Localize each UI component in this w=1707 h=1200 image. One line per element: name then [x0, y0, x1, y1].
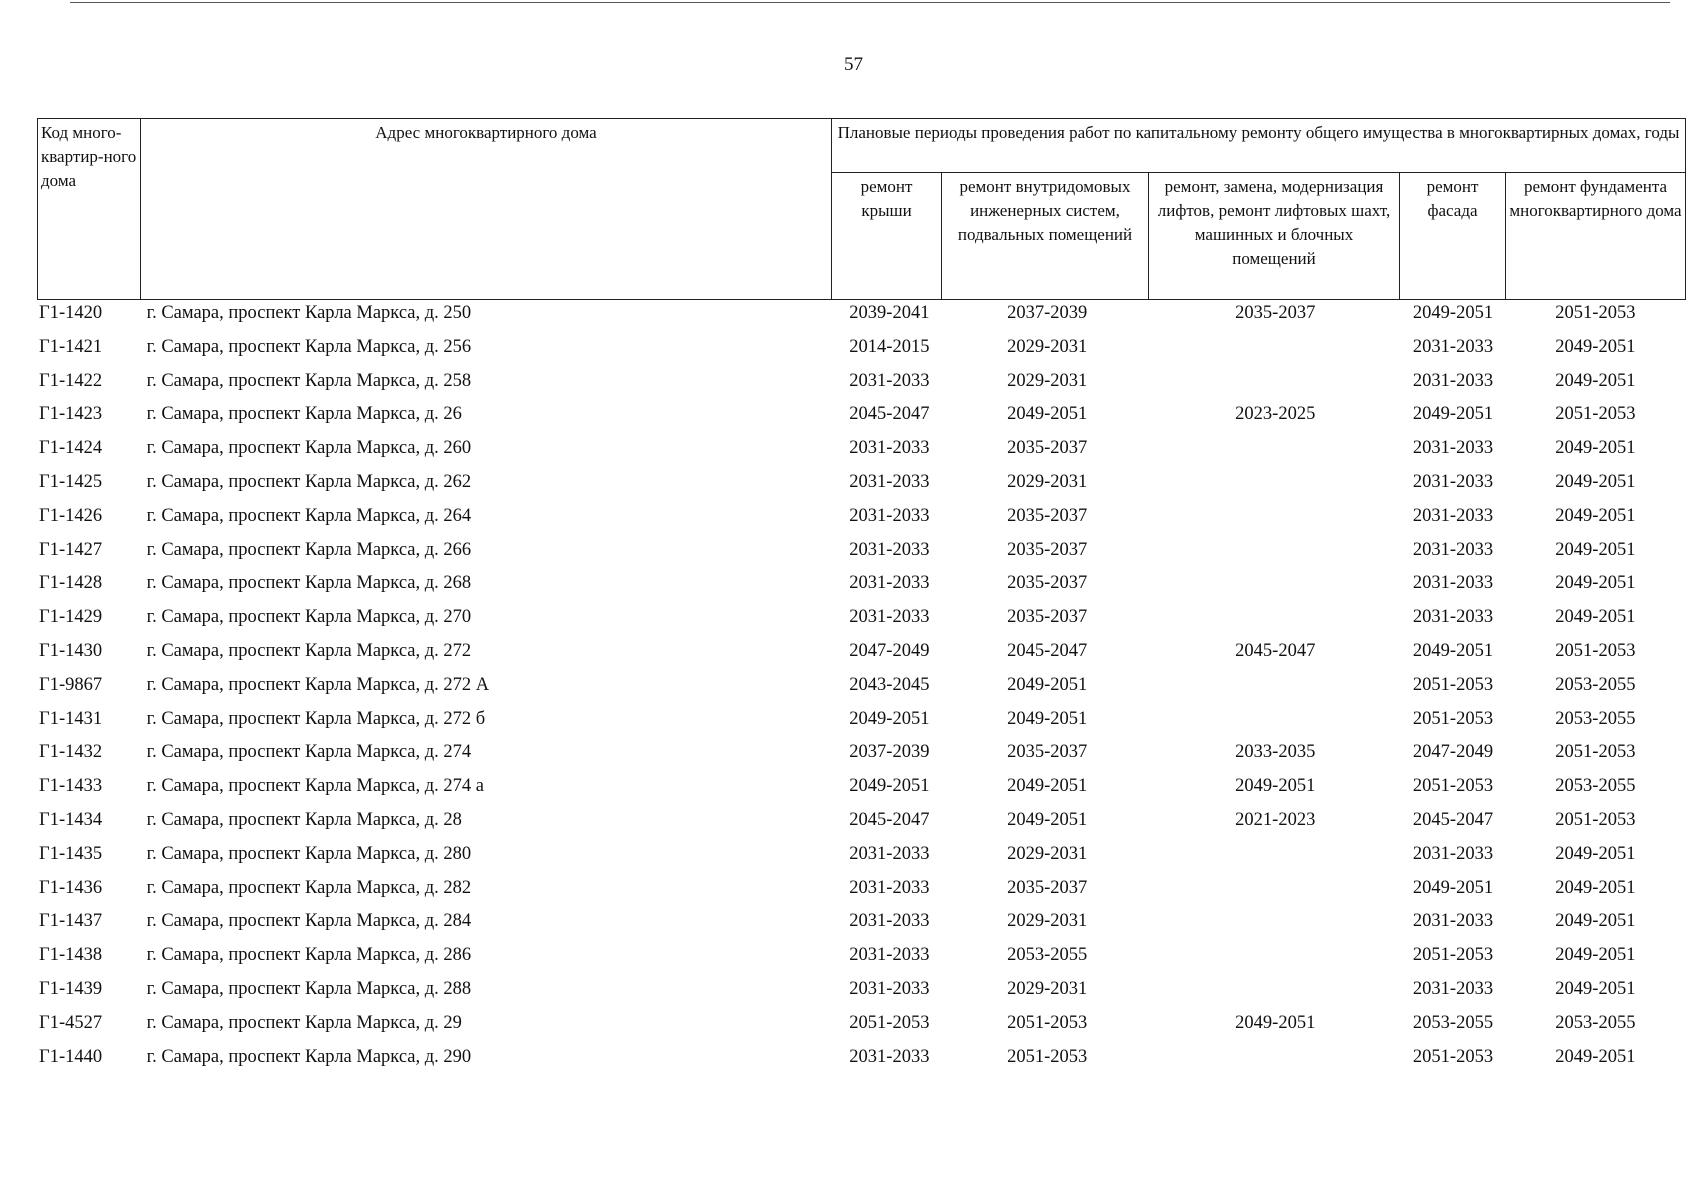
cell-facade: 2049-2051 [1412, 877, 1494, 898]
cell-roof: 2037-2039 [849, 742, 930, 763]
cell-roof: 2031-2033 [849, 573, 930, 594]
cell-facade: 2049-2051 [1412, 404, 1494, 425]
cell-address: г. Самара, проспект Карла Маркса, д. 272 [146, 640, 472, 661]
cell-foundation: 2051-2053 [1555, 303, 1636, 323]
cell-lifts: 2035-2037 [1235, 303, 1316, 323]
cell-facade: 2031-2033 [1412, 370, 1494, 391]
cell-foundation: 2049-2051 [1555, 1046, 1636, 1067]
cell-address: г. Самара, проспект Карла Маркса, д. 288 [146, 978, 472, 999]
cell-roof: 2043-2045 [849, 674, 930, 695]
cell-roof: 2031-2033 [849, 978, 930, 999]
cell-facade: 2051-2053 [1412, 708, 1494, 729]
table-body [37, 303, 1685, 1080]
cell-roof: 2031-2033 [849, 877, 930, 898]
cell-lifts: 2045-2047 [1235, 640, 1316, 661]
cell-roof: 2031-2033 [849, 607, 930, 628]
header-periods: Плановые периоды проведения работ по капитальному ремонту общего имущества в многоквартирных домах, годы [832, 119, 1686, 173]
cell-facade: 2031-2033 [1412, 607, 1494, 628]
cell-code: Г1-1420 [39, 303, 103, 323]
cell-foundation: 2051-2053 [1555, 640, 1636, 661]
cell-facade: 2053-2055 [1412, 1012, 1494, 1033]
cell-engineering: 2035-2037 [1007, 573, 1088, 594]
cell-foundation: 2049-2051 [1555, 607, 1636, 628]
header-address: Адрес многоквартирного дома [141, 119, 832, 300]
cell-address: г. Самара, проспект Карла Маркса, д. 260 [146, 438, 472, 459]
table-row [37, 573, 1685, 607]
cell-facade: 2031-2033 [1412, 843, 1494, 864]
cell-code: Г1-1438 [39, 945, 103, 966]
cell-engineering: 2035-2037 [1007, 607, 1088, 628]
cell-code: Г1-1432 [39, 742, 103, 763]
cell-engineering: 2029-2031 [1007, 471, 1088, 492]
table-row [37, 709, 1685, 743]
cell-facade: 2049-2051 [1412, 303, 1494, 323]
cell-code: Г1-1425 [39, 471, 103, 492]
cell-facade: 2051-2053 [1412, 1046, 1494, 1067]
cell-foundation: 2049-2051 [1555, 911, 1636, 932]
table-row [37, 506, 1685, 540]
cell-roof: 2031-2033 [849, 539, 930, 560]
cell-address: г. Самара, проспект Карла Маркса, д. 264 [146, 505, 472, 526]
cell-address: г. Самара, проспект Карла Маркса, д. 274 а [146, 776, 484, 797]
cell-roof: 2031-2033 [849, 505, 930, 526]
cell-engineering: 2049-2051 [1007, 776, 1088, 797]
cell-lifts: 2049-2051 [1235, 1012, 1316, 1033]
cell-roof: 2045-2047 [849, 809, 930, 830]
cell-engineering: 2049-2051 [1007, 809, 1088, 830]
cell-address: г. Самара, проспект Карла Маркса, д. 262 [146, 471, 472, 492]
cell-address: г. Самара, проспект Карла Маркса, д. 270 [146, 607, 472, 628]
cell-engineering: 2029-2031 [1007, 843, 1088, 864]
cell-roof: 2014-2015 [849, 336, 930, 357]
cell-roof: 2049-2051 [849, 708, 930, 729]
header-code: Код много-квартир-ного дома [38, 119, 141, 300]
cell-address: г. Самара, проспект Карла Маркса, д. 28 [146, 809, 462, 830]
cell-facade: 2031-2033 [1412, 573, 1494, 594]
cell-engineering: 2049-2051 [1007, 708, 1088, 729]
cell-lifts: 2033-2035 [1235, 742, 1316, 763]
cell-engineering: 2029-2031 [1007, 978, 1088, 999]
cell-engineering: 2053-2055 [1007, 945, 1088, 966]
table-row [37, 1047, 1685, 1081]
cell-engineering: 2051-2053 [1007, 1046, 1088, 1067]
cell-foundation: 2053-2055 [1555, 708, 1636, 729]
cell-facade: 2051-2053 [1412, 674, 1494, 695]
table-row [37, 675, 1685, 709]
table-row [37, 1013, 1685, 1047]
cell-facade: 2031-2033 [1412, 336, 1494, 357]
cell-address: г. Самара, проспект Карла Маркса, д. 250 [146, 303, 472, 323]
cell-engineering: 2037-2039 [1007, 303, 1088, 323]
cell-code: Г1-1431 [39, 708, 103, 729]
cell-foundation: 2051-2053 [1555, 404, 1636, 425]
cell-foundation: 2051-2053 [1555, 742, 1636, 763]
cell-engineering: 2035-2037 [1007, 742, 1088, 763]
cell-facade: 2031-2033 [1412, 505, 1494, 526]
cell-code: Г1-4527 [39, 1012, 103, 1033]
cell-code: Г1-1439 [39, 978, 103, 999]
cell-facade: 2031-2033 [1412, 539, 1494, 560]
cell-engineering: 2045-2047 [1007, 640, 1088, 661]
cell-facade: 2031-2033 [1412, 438, 1494, 459]
table-row [37, 607, 1685, 641]
cell-address: г. Самара, проспект Карла Маркса, д. 280 [146, 843, 472, 864]
cell-lifts: 2021-2023 [1235, 809, 1316, 830]
table-row [37, 337, 1685, 371]
cell-roof: 2031-2033 [849, 471, 930, 492]
cell-foundation: 2049-2051 [1555, 505, 1636, 526]
cell-roof: 2039-2041 [849, 303, 930, 323]
cell-foundation: 2053-2055 [1555, 776, 1636, 797]
header-lifts: ремонт, замена, модернизация лифтов, ремонт лифтовых шахт, машинных и блочных помещений [1149, 173, 1400, 300]
cell-foundation: 2049-2051 [1555, 573, 1636, 594]
cell-facade: 2047-2049 [1412, 742, 1494, 763]
cell-engineering: 2049-2051 [1007, 404, 1088, 425]
header-facade: ремонт фасада [1400, 173, 1506, 300]
cell-foundation: 2049-2051 [1555, 336, 1636, 357]
cell-address: г. Самара, проспект Карла Маркса, д. 26 [146, 404, 462, 425]
cell-roof: 2031-2033 [849, 843, 930, 864]
cell-address: г. Самара, проспект Карла Маркса, д. 272 А [146, 674, 490, 695]
cell-foundation: 2053-2055 [1555, 1012, 1636, 1033]
cell-facade: 2051-2053 [1412, 945, 1494, 966]
cell-roof: 2031-2033 [849, 1046, 930, 1067]
table-row [37, 979, 1685, 1013]
header-roof: ремонт крыши [832, 173, 942, 300]
cell-engineering: 2035-2037 [1007, 438, 1088, 459]
cell-lifts: 2049-2051 [1235, 776, 1316, 797]
table-row [37, 945, 1685, 979]
cell-code: Г1-1427 [39, 539, 103, 560]
cell-roof: 2031-2033 [849, 945, 930, 966]
cell-code: Г1-1429 [39, 607, 103, 628]
cell-engineering: 2035-2037 [1007, 505, 1088, 526]
cell-foundation: 2049-2051 [1555, 438, 1636, 459]
cell-facade: 2031-2033 [1412, 978, 1494, 999]
table-row [37, 404, 1685, 438]
cell-code: Г1-1422 [39, 370, 103, 391]
cell-code: Г1-1434 [39, 809, 103, 830]
cell-address: г. Самара, проспект Карла Маркса, д. 268 [146, 573, 472, 594]
table-row [37, 371, 1685, 405]
cell-foundation: 2049-2051 [1555, 471, 1636, 492]
table-row [37, 844, 1685, 878]
cell-roof: 2031-2033 [849, 911, 930, 932]
cell-foundation: 2049-2051 [1555, 978, 1636, 999]
cell-roof: 2047-2049 [849, 640, 930, 661]
table-header [37, 118, 1686, 300]
cell-facade: 2051-2053 [1412, 776, 1494, 797]
cell-code: Г1-1435 [39, 843, 103, 864]
cell-engineering: 2035-2037 [1007, 539, 1088, 560]
cell-foundation: 2049-2051 [1555, 370, 1636, 391]
cell-address: г. Самара, проспект Карла Маркса, д. 274 [146, 742, 472, 763]
cell-code: Г1-1424 [39, 438, 103, 459]
cell-lifts: 2023-2025 [1235, 404, 1316, 425]
cell-roof: 2051-2053 [849, 1012, 930, 1033]
table-row [37, 540, 1685, 574]
cell-engineering: 2029-2031 [1007, 911, 1088, 932]
table-row [37, 641, 1685, 675]
table-row [37, 776, 1685, 810]
cell-foundation: 2049-2051 [1555, 843, 1636, 864]
cell-code: Г1-1428 [39, 573, 103, 594]
cell-engineering: 2035-2037 [1007, 877, 1088, 898]
cell-facade: 2031-2033 [1412, 911, 1494, 932]
cell-foundation: 2049-2051 [1555, 945, 1636, 966]
table-row [37, 742, 1685, 776]
cell-roof: 2049-2051 [849, 776, 930, 797]
cell-facade: 2049-2051 [1412, 640, 1494, 661]
cell-code: Г1-1440 [39, 1046, 103, 1067]
top-rule [70, 2, 1670, 3]
cell-address: г. Самара, проспект Карла Маркса, д. 258 [146, 370, 472, 391]
cell-facade: 2031-2033 [1412, 471, 1494, 492]
cell-engineering: 2029-2031 [1007, 370, 1088, 391]
cell-foundation: 2049-2051 [1555, 539, 1636, 560]
cell-address: г. Самара, проспект Карла Маркса, д. 256 [146, 336, 472, 357]
cell-code: Г1-1436 [39, 877, 103, 898]
cell-roof: 2031-2033 [849, 438, 930, 459]
cell-address: г. Самара, проспект Карла Маркса, д. 290 [146, 1046, 472, 1067]
cell-code: Г1-1426 [39, 505, 103, 526]
table-row [37, 472, 1685, 506]
cell-address: г. Самара, проспект Карла Маркса, д. 266 [146, 539, 472, 560]
cell-engineering: 2049-2051 [1007, 674, 1088, 695]
cell-code: Г1-1430 [39, 640, 103, 661]
cell-engineering: 2051-2053 [1007, 1012, 1088, 1033]
cell-address: г. Самара, проспект Карла Маркса, д. 282 [146, 877, 472, 898]
cell-roof: 2045-2047 [849, 404, 930, 425]
cell-facade: 2045-2047 [1412, 809, 1494, 830]
page-number: 57 [844, 54, 863, 75]
table-row [37, 878, 1685, 912]
cell-code: Г1-1421 [39, 336, 103, 357]
cell-code: Г1-9867 [39, 674, 103, 695]
cell-roof: 2031-2033 [849, 370, 930, 391]
table-row [37, 303, 1685, 337]
table-row [37, 438, 1685, 472]
table-row [37, 810, 1685, 844]
cell-address: г. Самара, проспект Карла Маркса, д. 286 [146, 945, 472, 966]
cell-foundation: 2049-2051 [1555, 877, 1636, 898]
cell-address: г. Самара, проспект Карла Маркса, д. 284 [146, 911, 472, 932]
cell-address: г. Самара, проспект Карла Маркса, д. 272 б [146, 708, 486, 729]
header-engineering: ремонт внутридомовых инженерных систем, подвальных помещений [942, 173, 1149, 300]
header-foundation: ремонт фундамента многоквартирного дома [1506, 173, 1686, 300]
cell-engineering: 2029-2031 [1007, 336, 1088, 357]
cell-address: г. Самара, проспект Карла Маркса, д. 29 [146, 1012, 462, 1033]
cell-code: Г1-1437 [39, 911, 103, 932]
cell-foundation: 2053-2055 [1555, 674, 1636, 695]
cell-code: Г1-1433 [39, 776, 103, 797]
cell-foundation: 2051-2053 [1555, 809, 1636, 830]
cell-code: Г1-1423 [39, 404, 103, 425]
table-row [37, 911, 1685, 945]
